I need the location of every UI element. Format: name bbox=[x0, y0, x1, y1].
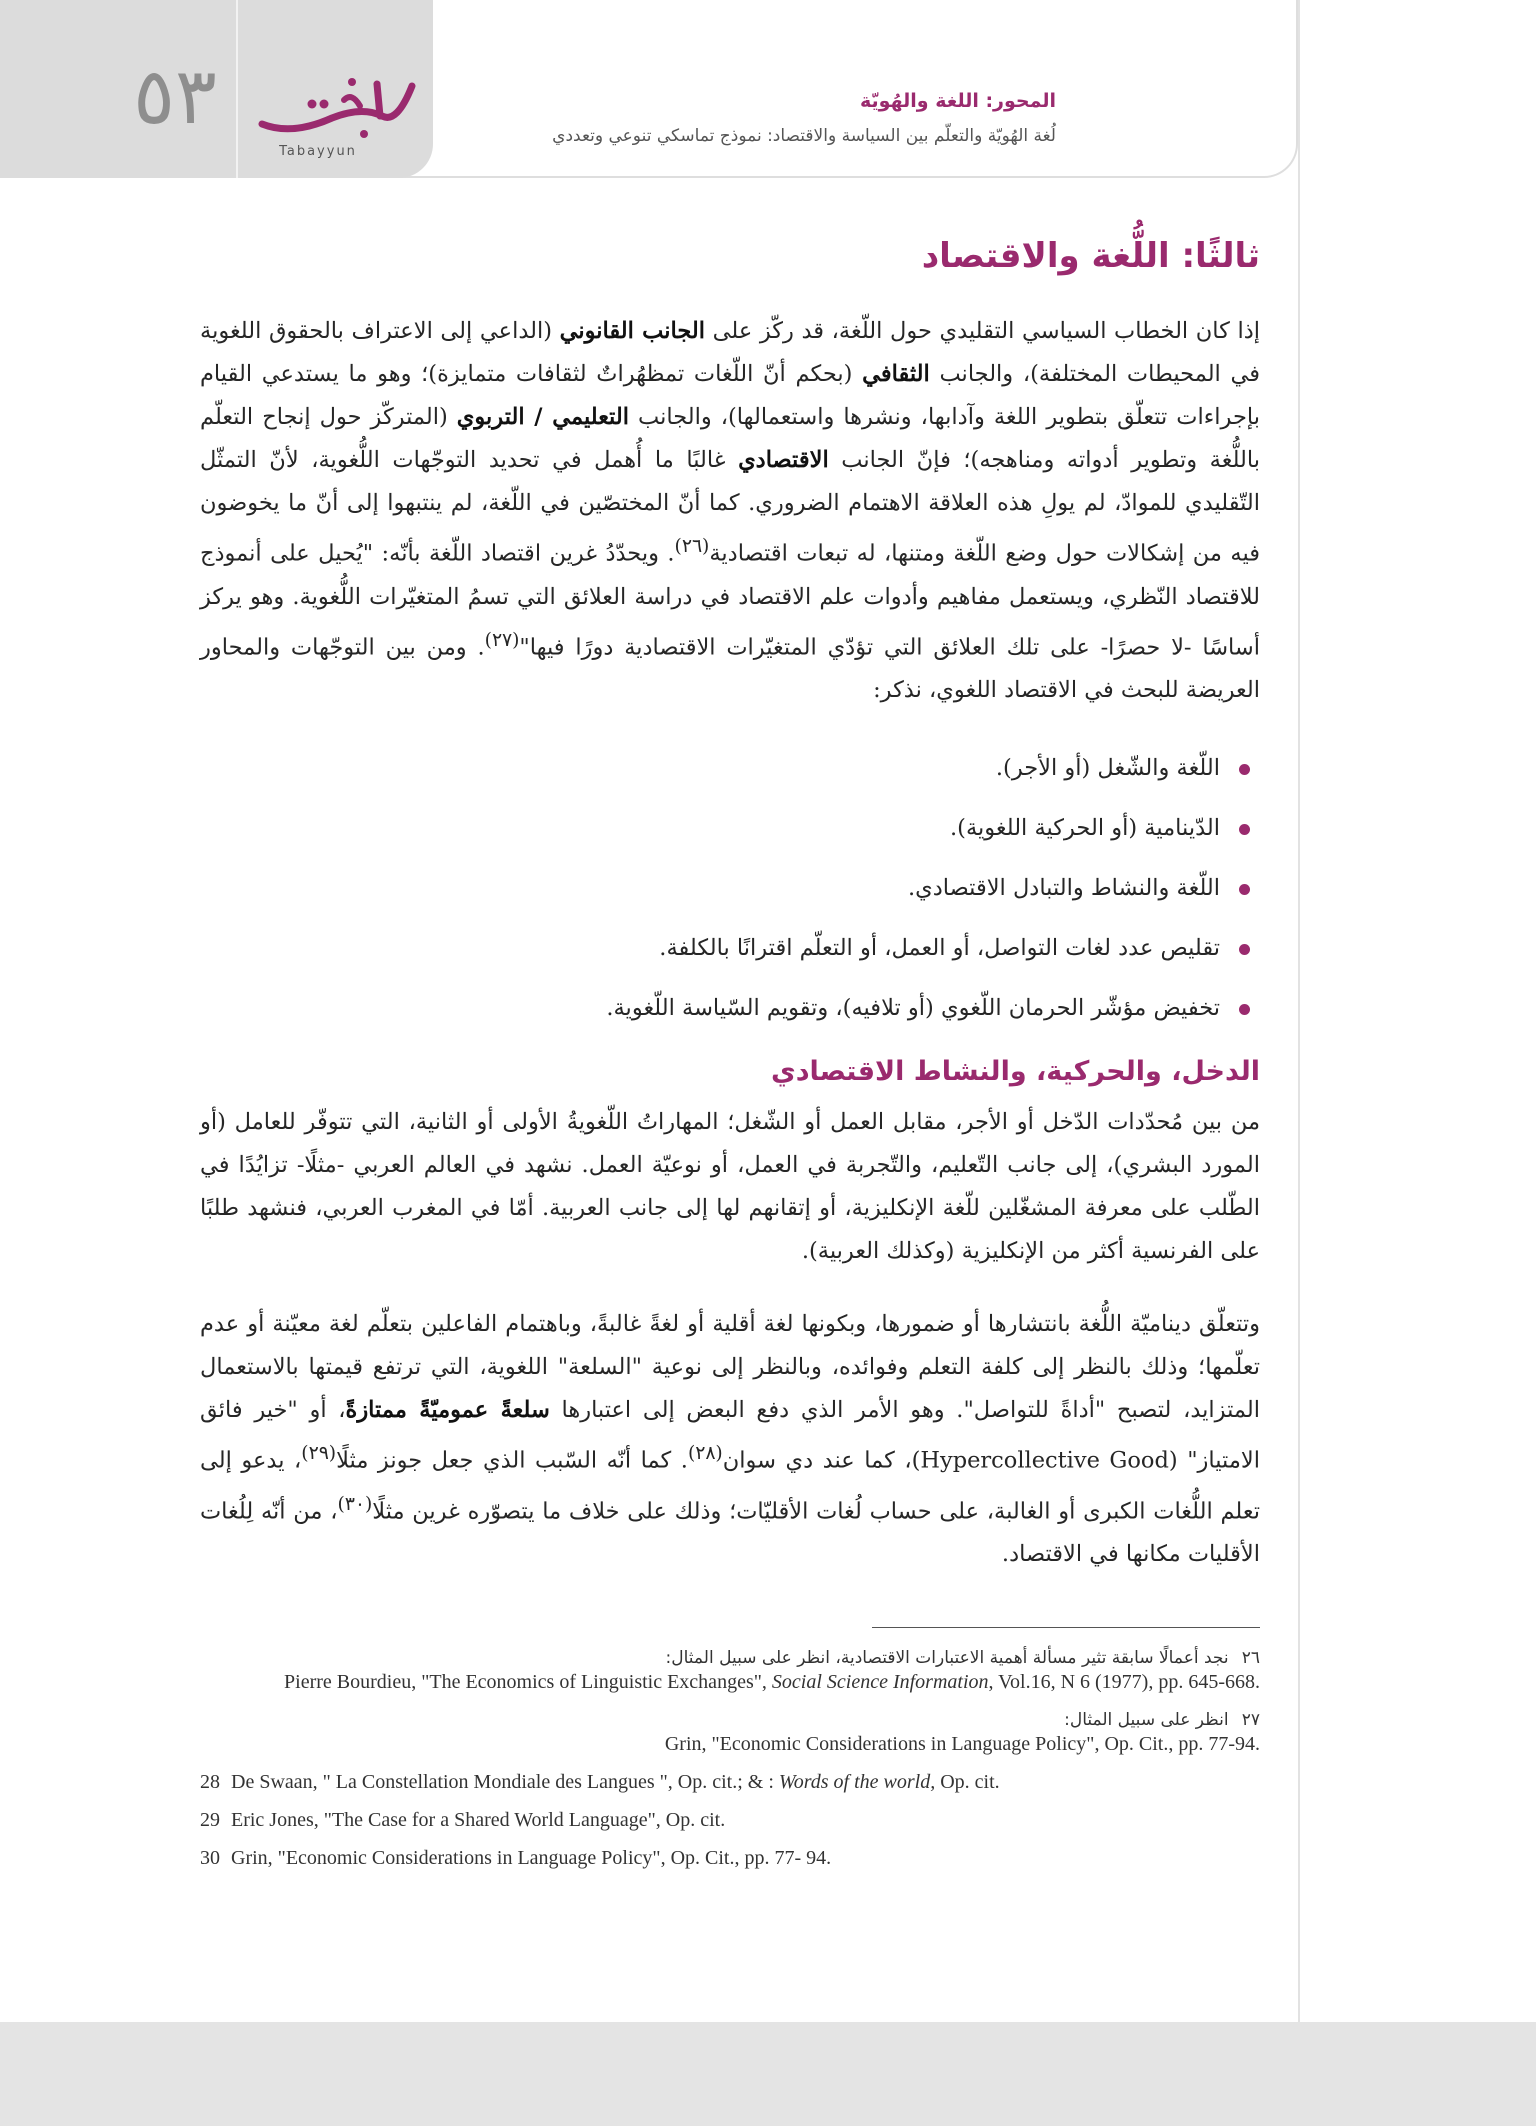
footnote-text: Grin, "Economic Considerations in Language Policy", Op. Cit., pp. 77- 94. bbox=[231, 1847, 832, 1869]
p1-bold-cultural: الثقافي bbox=[862, 361, 930, 387]
footnote-27-reference: Grin, "Economic Considerations in Language Policy", Op. Cit., pp. 77-94. bbox=[664, 1733, 1260, 1755]
p1-text-f: غالبًا ما أُهمل في تحديد التوجّهات اللُّغوية، لأنّ التمثّل التّقليدي للموادّ، لم يولِ هذه العلاقة الاهتمام الضروري. كما أنّ المختصّين في اللّغة، لم ينتبهوا إلى أنّ ما يخوضون فيه من إشكالات حول وضع اللّغة ومتنها، له تبعات اقتصادية bbox=[200, 447, 1260, 567]
list-item bbox=[200, 978, 1220, 1038]
footnote-text: Op. cit. bbox=[935, 1771, 1000, 1793]
list-item-text: الدّينامية (أو الحركية اللغوية). bbox=[950, 815, 1220, 841]
list-item bbox=[200, 738, 1220, 798]
p3-text-a: وتتعلّق ديناميّة اللُّغة بانتشارها أو ضمورها، وبكونها لغة أقلية أو لغةً غالبةً، وباهتمام الفاعلين بتعلّم لغة معيّنة أو عدم تعلّمها؛ وذلك بالنظر إلى كلفة التعلم وفوائده، وبالنظر إلى نوعية "السلعة" اللغوية، التي ترتفع قيمتها بالاستعمال المتزايد، لتصبح "أداةً للتواصل". وهو الأمر الذي دفع البعض إلى اعتبارها bbox=[200, 1311, 1261, 1423]
paragraph-gap bbox=[200, 1273, 1260, 1303]
footnote-text: انظر على سبيل المثال: bbox=[1064, 1710, 1229, 1730]
subsection-title: الدخل، والحركية، والنشاط الاقتصادي bbox=[770, 1056, 1260, 1087]
article-body bbox=[200, 236, 1260, 1576]
footnote-number: 28 bbox=[200, 1771, 220, 1793]
list-item bbox=[200, 918, 1220, 978]
footnote-number: 29 bbox=[200, 1809, 220, 1831]
header-tab bbox=[0, 0, 433, 178]
tabayyun-logo bbox=[252, 66, 422, 166]
footnote-number: 30 bbox=[200, 1847, 220, 1869]
footnote-28 bbox=[200, 1770, 1260, 1794]
bullet-dot-icon bbox=[1239, 824, 1250, 835]
p1-bold-educational: التعليمي / التربوي bbox=[456, 404, 629, 430]
footnote-26-reference bbox=[200, 1670, 1260, 1694]
footnote-number: ٢٦ bbox=[1241, 1648, 1260, 1668]
p1-text-d: (بحكم أنّ اللّغات تمظهُراتٌ لثقافات متمايزة)؛ وهو ما يستدعي القيام بإجراءات تتعلّق بتطوير اللغة وآدابها، ونشرها واستعمالها)، والجانب bbox=[200, 361, 1260, 430]
footnote-27-arabic bbox=[200, 1708, 1260, 1732]
list-item bbox=[200, 798, 1220, 858]
footer-band bbox=[0, 2022, 1536, 2126]
footnote-ref-text: , Vol.16, N 6 (1977), pp. 645-668. bbox=[988, 1671, 1260, 1693]
footnote-journal: Social Science Information bbox=[771, 1671, 989, 1693]
paragraph-3 bbox=[200, 1303, 1260, 1576]
list-item-text: اللّغة والشّغل (أو الأجر). bbox=[995, 755, 1220, 781]
axis-label: المحور: اللغة والهُويّة bbox=[860, 90, 1056, 112]
p3-text-b: ، أو "خير فائق الامتياز" (Hypercollective Good)، كما عند دي سوان bbox=[200, 1397, 1260, 1474]
paragraph-1 bbox=[200, 310, 1260, 712]
footnote-number: ٢٧ bbox=[1241, 1710, 1260, 1730]
page-header bbox=[0, 0, 1298, 178]
bullet-dot-icon bbox=[1239, 884, 1250, 895]
footnotes bbox=[200, 1646, 1260, 1884]
logo-latin: Tabayyun bbox=[279, 144, 357, 159]
logo-mark bbox=[252, 66, 422, 146]
p3-text-e: ، من أنّه لِلُغات الأقليات مكانها في الاقتصاد. bbox=[200, 1498, 1260, 1567]
p3-text-d: ، يدعو إلى تعلم اللُّغات الكبرى أو الغالبة، على حساب لُغات الأقليّات؛ وذلك على خلاف ما يتصوّره غرين مثلًا bbox=[200, 1447, 1260, 1524]
bullet-list bbox=[200, 738, 1260, 1038]
section-title: ثالثًا: اللُّغة والاقتصاد bbox=[921, 236, 1260, 276]
tab-divider bbox=[236, 0, 238, 178]
p3-text-c: . كما أنّه السّبب الذي جعل جونز مثلًا bbox=[336, 1447, 688, 1474]
list-item-text: تخفيض مؤشّر الحرمان اللّغوي (أو تلافيه)، وتقويم السّياسة اللّغوية. bbox=[606, 995, 1220, 1021]
p1-text-c: (الداعي إلى الاعتراف بالحقوق اللغوية في المحيطات المختلفة)، والجانب bbox=[200, 318, 1260, 387]
footnote-ref-26[interactable]: (٢٦) bbox=[674, 536, 710, 557]
paragraph-2: من بين مُحدّدات الدّخل أو الأجر، مقابل العمل أو الشّغل؛ المهاراتُ اللّغويةُ الأولى أو الثانية، التي تتوفّر للعامل (أو المورد البشري)، إلى جانب التّعليم، والتّجربة في العمل، أو نوعيّة العمل. نشهد في العالم العربي -مثلًا- تزايُدًا في الطّلب على معرفة المشغّلين للّغة الإنكليزية، أو إتقانهم لها إلى جانب العربية. أمّا في المغرب العربي، فنشهد طلبًا على الفرنسية أكثر من الإنكليزية (وكذلك العربية). bbox=[200, 1109, 1260, 1264]
running-title: لُغة الهُويّة والتعلّم بين السياسة والاقتصاد: نموذج تماسكي تنوعي وتعددي bbox=[552, 126, 1056, 146]
footnote-27 bbox=[200, 1708, 1260, 1756]
p3-bold-term: سلعةً عموميّةً ممتازةً bbox=[345, 1397, 550, 1423]
footnote-26 bbox=[200, 1646, 1260, 1694]
bullet-dot-icon bbox=[1239, 1004, 1250, 1015]
p1-bold-economic: الاقتصادي bbox=[738, 447, 829, 473]
footnote-text: Eric Jones, "The Case for a Shared World Language", Op. cit. bbox=[231, 1809, 726, 1831]
p1-text-a: إذا كان الخطاب السياسي التقليدي حول اللّغة، قد ركّز على bbox=[705, 318, 1261, 344]
bullet-dot-icon bbox=[1239, 764, 1250, 775]
footnote-ref-28[interactable]: (٢٨) bbox=[687, 1443, 723, 1464]
page-number: ٥٣ bbox=[133, 52, 217, 142]
footnote-ref-29[interactable]: (٢٩) bbox=[301, 1443, 337, 1464]
footnote-ref-30[interactable]: (٣٠) bbox=[337, 1493, 373, 1515]
footnote-29 bbox=[200, 1808, 1260, 1832]
p1-bold-legal: الجانب القانوني bbox=[559, 318, 706, 344]
footnote-26-arabic bbox=[200, 1646, 1260, 1670]
p1-text-h: . ومن بين التوجّهات والمحاور العريضة للبحث في الاقتصاد اللغوي، نذكر: bbox=[200, 634, 1260, 703]
list-item bbox=[200, 858, 1220, 918]
list-item-text: اللّغة والنشاط والتبادل الاقتصادي. bbox=[908, 875, 1220, 901]
footnote-text: نجد أعمالًا سابقة تثير مسألة أهمية الاعتبارات الاقتصادية، انظر على سبيل المثال: bbox=[665, 1648, 1229, 1668]
p1-text-e: (المتركّز حول إنجاح التعلّم باللُّغة وتطوير أدواته ومناهجه)؛ فإنّ الجانب bbox=[200, 404, 1260, 473]
list-item-text: تقليص عدد لغات التواصل، أو العمل، أو التعلّم اقترانًا بالكلفة. bbox=[659, 935, 1220, 961]
bullet-dot-icon bbox=[1239, 944, 1250, 955]
footnote-text: De Swaan, " La Constellation Mondiale des Langues ", Op. cit.; & : bbox=[231, 1771, 779, 1793]
footnote-title: Words of the world, bbox=[778, 1771, 936, 1793]
footnote-separator bbox=[872, 1627, 1260, 1628]
footnote-ref-27[interactable]: (٢٧) bbox=[484, 629, 520, 651]
footnote-ref-text: Pierre Bourdieu, "The Economics of Linguistic Exchanges", bbox=[284, 1671, 772, 1693]
p1-text-g: . ويحدّدُ غرين اقتصاد اللّغة بأنّه: "يُحيل على أنموذج للاقتصاد النّظري، ويستعمل مفاهيم وأدوات علم الاقتصاد في دراسة العلائق التي تسمُ المتغيّرات اللُّغوية. وهو يركز أساسًا -لا حصرًا- على تلك العلائق التي تؤدّي المتغيّرات الاقتصادية دورًا فيها" bbox=[200, 540, 1261, 660]
footnote-30 bbox=[200, 1846, 1260, 1870]
